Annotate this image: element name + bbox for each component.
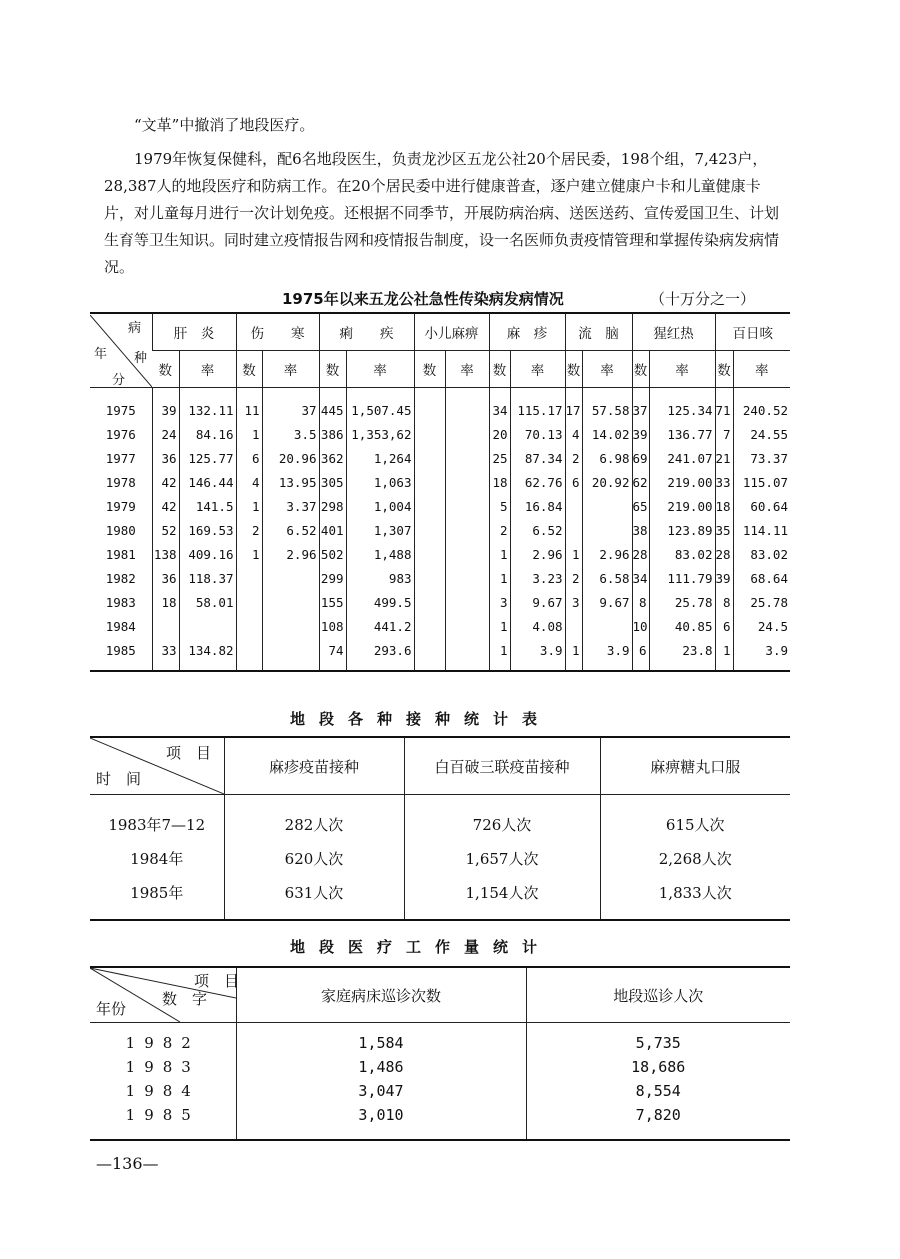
cell-rate [582, 494, 632, 518]
cell-rate: 441.2 [346, 614, 414, 638]
cell-rate [445, 590, 489, 614]
cell-rate: 13.95 [262, 470, 319, 494]
cell-count [414, 518, 445, 542]
cell-value: 5,735 [526, 1023, 790, 1056]
subheader-rate: 率 [262, 351, 319, 388]
cell-value: 615人次 [600, 795, 790, 842]
cell-rate: 241.07 [649, 446, 715, 470]
cell-count: 62 [632, 470, 649, 494]
corner-label-disease: 病 [128, 320, 142, 336]
cell-rate: 6.58 [582, 566, 632, 590]
cell-count: 6 [565, 470, 582, 494]
cell-count: 298 [319, 494, 346, 518]
cell-rate: 1,004 [346, 494, 414, 518]
cell-count [236, 638, 262, 671]
cell-count: 34 [489, 388, 510, 423]
cell-rate: 3.9 [733, 638, 790, 671]
table-row [90, 590, 790, 614]
cell-value: 3,047 [236, 1079, 526, 1103]
cell-rate: 14.02 [582, 422, 632, 446]
row-year: 1978 [105, 474, 136, 490]
cell-rate: 3.37 [262, 494, 319, 518]
cell-count: 39 [715, 566, 733, 590]
cell-rate: 141.5 [179, 494, 236, 518]
corner-label-part: 分 [112, 372, 126, 388]
cell-rate: 83.02 [649, 542, 715, 566]
cell-count: 1 [489, 566, 510, 590]
cell-count: 17 [565, 388, 582, 423]
cell-count [414, 494, 445, 518]
cell-value: 1,833人次 [600, 875, 790, 920]
cell-rate [262, 566, 319, 590]
cell-rate: 57.58 [582, 388, 632, 423]
corner-label-item: 项 目 [194, 972, 240, 990]
subheader-count: 数 [489, 351, 510, 388]
subheader-rate: 率 [346, 351, 414, 388]
subheader-count: 数 [632, 351, 649, 388]
cell-rate: 68.64 [733, 566, 790, 590]
cell-count: 4 [236, 470, 262, 494]
cell-count: 18 [489, 470, 510, 494]
cell-value: 8,554 [526, 1079, 790, 1103]
cell-rate [179, 614, 236, 638]
cell-rate: 40.85 [649, 614, 715, 638]
cell-count: 4 [565, 422, 582, 446]
cell-count: 36 [152, 446, 179, 470]
table3-title: 地段医疗工作量统计 [290, 938, 552, 956]
cell-count: 71 [715, 388, 733, 423]
cell-count: 20 [489, 422, 510, 446]
cell-value: 1,657人次 [404, 841, 600, 875]
cell-rate: 114.11 [733, 518, 790, 542]
cell-count: 299 [319, 566, 346, 590]
cell-count [236, 566, 262, 590]
cell-count: 10 [632, 614, 649, 638]
page-number: —136— [96, 1154, 159, 1173]
cell-rate [445, 470, 489, 494]
cell-value: 1,486 [236, 1055, 526, 1079]
corner-label-kind: 种 [134, 350, 148, 366]
cell-count: 39 [152, 388, 179, 423]
cell-rate: 9.67 [510, 590, 565, 614]
cell-rate [445, 422, 489, 446]
cell-count: 35 [715, 518, 733, 542]
cell-count: 1 [565, 638, 582, 671]
cell-count [414, 542, 445, 566]
row-period: 1984年 [130, 849, 184, 868]
cell-rate [262, 614, 319, 638]
cell-count: 155 [319, 590, 346, 614]
table3-corner-header [90, 967, 240, 1023]
cell-count: 386 [319, 422, 346, 446]
cell-count: 28 [632, 542, 649, 566]
cell-count [414, 638, 445, 671]
cell-rate [445, 614, 489, 638]
cell-count: 502 [319, 542, 346, 566]
table-row [90, 1023, 790, 1056]
table1-corner-header [90, 313, 152, 388]
cell-rate [445, 494, 489, 518]
row-year: 1977 [105, 450, 136, 466]
cell-count: 6 [715, 614, 733, 638]
cell-value: 282人次 [224, 795, 404, 842]
cell-count [565, 614, 582, 638]
cell-rate: 293.6 [346, 638, 414, 671]
cell-rate: 115.07 [733, 470, 790, 494]
cell-rate: 60.64 [733, 494, 790, 518]
header-typhoid: 伤 寒 [236, 313, 319, 351]
cell-count: 34 [632, 566, 649, 590]
cell-value: 1,154人次 [404, 875, 600, 920]
paragraph-body: 1979年恢复保健科，配6名地段医生，负责龙沙区五龙公社20个居民委，198个组，7,423户，28,387人的地段医疗和防病工作。在20个居民委中进行健康普查，逐户建立健康户卡和儿童健康卡片，对儿童每月进行一次计划免疫。还根据不同季节，开展防病治病、送医送药、宣传爱国卫生、计划生育等卫生知识。同时建立疫情报告网和疫情报告制度，设一名医师负责疫情管理和掌握传染病发病情况。 [104, 150, 780, 276]
cell-rate: 983 [346, 566, 414, 590]
row-period: 1985年 [130, 883, 184, 902]
table-row [90, 795, 790, 842]
row-year: 1985 [105, 642, 136, 658]
corner-label-year: 年份 [96, 1000, 127, 1018]
row-year: 1979 [105, 498, 136, 514]
table2-title: 地段各种接种统计表 [290, 710, 552, 728]
cell-count: 1 [236, 494, 262, 518]
cell-rate: 87.34 [510, 446, 565, 470]
header-scarlet-fever: 猩红热 [632, 313, 715, 351]
cell-count: 6 [236, 446, 262, 470]
table-row [90, 422, 790, 446]
cell-count [236, 590, 262, 614]
cell-count [565, 494, 582, 518]
cell-rate: 62.76 [510, 470, 565, 494]
table-row [90, 875, 790, 920]
cell-count: 65 [632, 494, 649, 518]
header-pertussis: 百日咳 [715, 313, 790, 351]
cell-rate: 1,307 [346, 518, 414, 542]
cell-count: 2 [236, 518, 262, 542]
subheader-count: 数 [565, 351, 582, 388]
cell-count: 1 [489, 638, 510, 671]
cell-count: 38 [632, 518, 649, 542]
subheader-rate: 率 [179, 351, 236, 388]
subheader-count: 数 [715, 351, 733, 388]
cell-value: 18,686 [526, 1055, 790, 1079]
disease-incidence-table [90, 312, 790, 672]
cell-count: 1 [236, 422, 262, 446]
cell-rate: 146.44 [179, 470, 236, 494]
cell-value: 726人次 [404, 795, 600, 842]
cell-count: 2 [565, 446, 582, 470]
cell-rate [262, 638, 319, 671]
cell-count: 74 [319, 638, 346, 671]
cell-rate: 219.00 [649, 470, 715, 494]
cell-rate: 84.16 [179, 422, 236, 446]
cell-rate: 169.53 [179, 518, 236, 542]
vaccination-table [90, 736, 790, 921]
cell-count: 69 [632, 446, 649, 470]
row-year: 1982 [125, 1034, 200, 1052]
cell-rate: 23.8 [649, 638, 715, 671]
table-row [90, 388, 790, 423]
cell-rate: 499.5 [346, 590, 414, 614]
cell-value: 3,010 [236, 1103, 526, 1140]
cell-rate: 118.37 [179, 566, 236, 590]
cell-rate: 3.9 [510, 638, 565, 671]
cell-rate: 3.9 [582, 638, 632, 671]
cell-count: 3 [489, 590, 510, 614]
cell-rate: 9.67 [582, 590, 632, 614]
paragraph-intro: “文革”中撤消了地段医疗。 [134, 116, 315, 134]
header-polio: 小儿麻痹 [414, 313, 489, 351]
cell-rate: 125.77 [179, 446, 236, 470]
cell-count: 39 [632, 422, 649, 446]
cell-count: 1 [489, 542, 510, 566]
subheader-count: 数 [236, 351, 262, 388]
table-row [90, 542, 790, 566]
cell-count: 362 [319, 446, 346, 470]
cell-rate: 136.77 [649, 422, 715, 446]
cell-value: 1,584 [236, 1023, 526, 1056]
table-row [90, 446, 790, 470]
cell-rate: 37 [262, 388, 319, 423]
row-year: 1982 [105, 570, 136, 586]
row-year: 1983 [105, 594, 136, 610]
cell-count: 24 [152, 422, 179, 446]
cell-rate: 132.11 [179, 388, 236, 423]
cell-rate [262, 590, 319, 614]
header-measles: 麻 疹 [489, 313, 565, 351]
cell-count: 1 [715, 638, 733, 671]
cell-count: 2 [489, 518, 510, 542]
cell-value: 2,268人次 [600, 841, 790, 875]
row-year: 1983 [125, 1058, 200, 1076]
header-home-bed-visits: 家庭病床巡诊次数 [236, 967, 526, 1023]
cell-rate: 1,063 [346, 470, 414, 494]
row-year: 1984 [125, 1082, 200, 1100]
cell-rate: 4.08 [510, 614, 565, 638]
header-measles-vaccine: 麻疹疫苗接种 [224, 737, 404, 795]
cell-rate [445, 542, 489, 566]
cell-rate [582, 614, 632, 638]
cell-count: 33 [152, 638, 179, 671]
row-year: 1984 [105, 618, 136, 634]
cell-rate: 24.5 [733, 614, 790, 638]
table1-unit: （十万分之一） [650, 290, 756, 308]
cell-count: 6 [632, 638, 649, 671]
cell-count: 7 [715, 422, 733, 446]
cell-count: 25 [489, 446, 510, 470]
cell-rate: 240.52 [733, 388, 790, 423]
cell-rate: 1,264 [346, 446, 414, 470]
cell-rate: 1,353,62 [346, 422, 414, 446]
row-year: 1981 [105, 546, 136, 562]
cell-count: 445 [319, 388, 346, 423]
cell-count: 18 [715, 494, 733, 518]
cell-count: 28 [715, 542, 733, 566]
cell-count: 2 [565, 566, 582, 590]
cell-rate: 6.52 [262, 518, 319, 542]
cell-rate [445, 388, 489, 423]
cell-value: 620人次 [224, 841, 404, 875]
cell-rate: 2.96 [510, 542, 565, 566]
cell-rate: 24.55 [733, 422, 790, 446]
cell-count: 8 [715, 590, 733, 614]
header-district-visits: 地段巡诊人次 [526, 967, 790, 1023]
cell-rate: 2.96 [262, 542, 319, 566]
cell-count [414, 470, 445, 494]
cell-count: 108 [319, 614, 346, 638]
row-year: 1980 [105, 522, 136, 538]
cell-rate: 20.96 [262, 446, 319, 470]
table-row [90, 518, 790, 542]
cell-count: 8 [632, 590, 649, 614]
cell-rate: 70.13 [510, 422, 565, 446]
cell-rate: 409.16 [179, 542, 236, 566]
subheader-count: 数 [414, 351, 445, 388]
row-year: 1976 [105, 426, 136, 442]
cell-count: 42 [152, 470, 179, 494]
cell-rate: 16.84 [510, 494, 565, 518]
cell-count: 42 [152, 494, 179, 518]
cell-rate: 83.02 [733, 542, 790, 566]
cell-count [414, 388, 445, 423]
cell-count: 5 [489, 494, 510, 518]
cell-count: 3 [565, 590, 582, 614]
corner-label-number: 数 字 [162, 990, 208, 1008]
cell-count: 1 [489, 614, 510, 638]
cell-rate: 6.98 [582, 446, 632, 470]
cell-count: 21 [715, 446, 733, 470]
cell-count [414, 614, 445, 638]
table1-title: 1975年以来五龙公社急性传染病发病情况 [282, 290, 564, 308]
cell-rate: 25.78 [733, 590, 790, 614]
corner-label-time: 时 间 [96, 770, 142, 788]
table-row [90, 841, 790, 875]
cell-count: 37 [632, 388, 649, 423]
header-dysentery: 痢 疾 [319, 313, 414, 351]
cell-count: 401 [319, 518, 346, 542]
cell-rate [445, 446, 489, 470]
table-row [90, 494, 790, 518]
cell-rate [445, 566, 489, 590]
corner-label-item: 项 目 [166, 744, 212, 762]
workload-table [90, 966, 790, 1141]
subheader-rate: 率 [510, 351, 565, 388]
cell-rate: 1,488 [346, 542, 414, 566]
header-polio-oral: 麻痹糖丸口服 [600, 737, 790, 795]
table-row [90, 1055, 790, 1079]
cell-count: 1 [236, 542, 262, 566]
table-row [90, 566, 790, 590]
subheader-rate: 率 [733, 351, 790, 388]
row-period: 1983年7—12 [108, 815, 206, 834]
cell-count [414, 446, 445, 470]
table-row [90, 638, 790, 671]
cell-rate: 58.01 [179, 590, 236, 614]
cell-value: 7,820 [526, 1103, 790, 1140]
cell-rate [582, 518, 632, 542]
cell-rate: 111.79 [649, 566, 715, 590]
table2-corner-header [90, 737, 224, 795]
cell-rate: 2.96 [582, 542, 632, 566]
cell-rate: 115.17 [510, 388, 565, 423]
cell-rate: 123.89 [649, 518, 715, 542]
cell-count: 11 [236, 388, 262, 423]
cell-rate: 20.92 [582, 470, 632, 494]
cell-rate: 1,507.45 [346, 388, 414, 423]
cell-count [414, 590, 445, 614]
header-meningitis: 流 脑 [565, 313, 632, 351]
row-year: 1975 [105, 402, 136, 418]
row-year: 1985 [125, 1106, 200, 1124]
subheader-count: 数 [319, 351, 346, 388]
cell-rate: 73.37 [733, 446, 790, 470]
cell-count [414, 422, 445, 446]
cell-rate: 219.00 [649, 494, 715, 518]
cell-value: 631人次 [224, 875, 404, 920]
subheader-count: 数 [152, 351, 179, 388]
cell-rate: 6.52 [510, 518, 565, 542]
cell-count: 52 [152, 518, 179, 542]
subheader-rate: 率 [582, 351, 632, 388]
cell-count: 33 [715, 470, 733, 494]
cell-rate: 3.23 [510, 566, 565, 590]
table-row [90, 1079, 790, 1103]
header-dpt-vaccine: 白百破三联疫苗接种 [404, 737, 600, 795]
cell-rate: 125.34 [649, 388, 715, 423]
cell-count: 138 [152, 542, 179, 566]
table-row [90, 1103, 790, 1140]
cell-count: 36 [152, 566, 179, 590]
cell-count [565, 518, 582, 542]
header-hepatitis: 肝 炎 [152, 313, 236, 351]
table-row [90, 470, 790, 494]
cell-count: 18 [152, 590, 179, 614]
cell-count [236, 614, 262, 638]
cell-count: 305 [319, 470, 346, 494]
cell-count [152, 614, 179, 638]
cell-rate: 25.78 [649, 590, 715, 614]
subheader-rate: 率 [649, 351, 715, 388]
cell-rate: 134.82 [179, 638, 236, 671]
cell-rate: 3.5 [262, 422, 319, 446]
cell-count: 1 [565, 542, 582, 566]
cell-rate [445, 518, 489, 542]
cell-rate [445, 638, 489, 671]
cell-count [414, 566, 445, 590]
subheader-rate: 率 [445, 351, 489, 388]
table-row [90, 614, 790, 638]
corner-label-year: 年 [94, 346, 108, 362]
